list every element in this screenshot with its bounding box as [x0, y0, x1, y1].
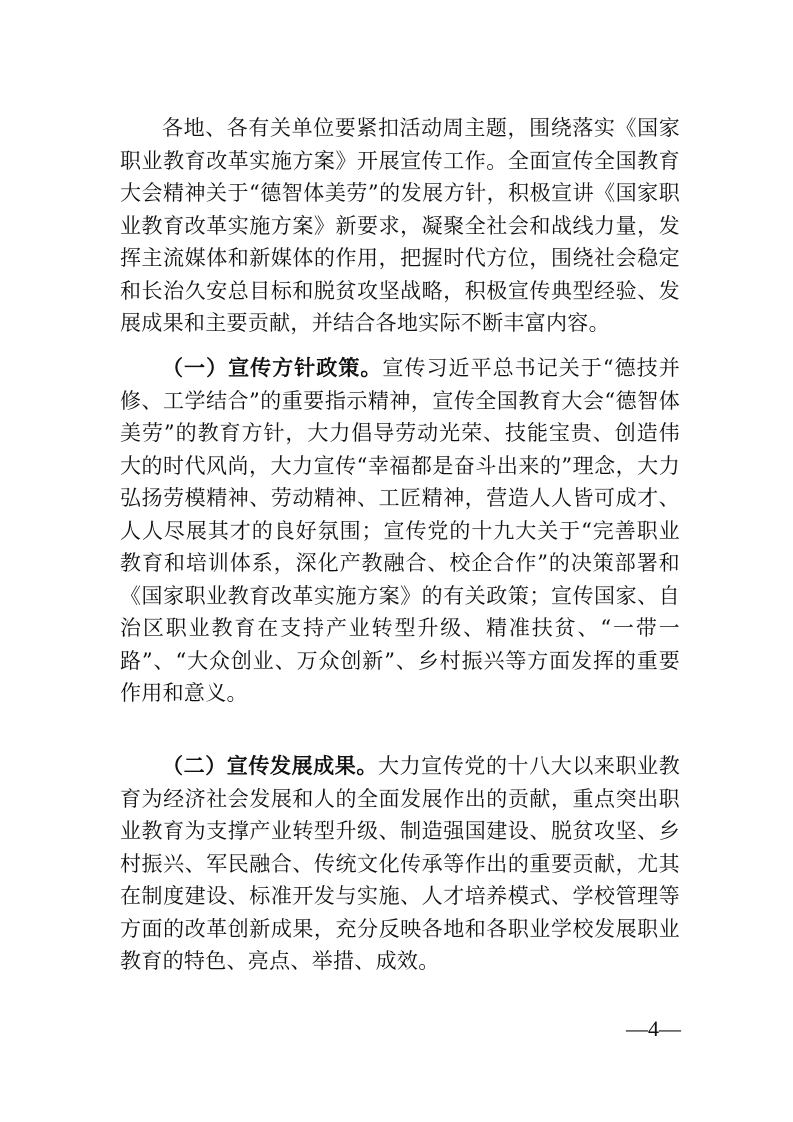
paragraph-policy-text: 宣传习近平总书记关于“德技并修、工学结合”的重要指示精神，宣传全国教育大会“德智体美劳”的教育方针，大力倡导劳动光荣、技能宝贵、创造伟大的时代风尚，大力宣传“幸福都是奋斗出来的”理念，大力弘扬劳模精神、劳动精神、工匠精神，营造人人皆可成才、人人尽展其才的良好氛围；宣传党的十九大关于“完善职业教育和培训体系，深化产教融合、校企合作”的决策部署和《国家职业教育改革实施方案》的有关政策；宣传国家、自治区职业教育在支持产业转型升级、精准扶贫、“一带一路”、“大众创业、万众创新”、乡村振兴等方面发挥的重要作用和意义。 [120, 356, 681, 705]
paragraph-achievements-text: 大力宣传党的十八大以来职业教育为经济社会发展和人的全面发展作出的贡献，重点突出职业教育为支撑产业转型升级、制造强国建设、脱贫攻坚、乡村振兴、军民融合、传统文化传承等作出的重要贡献，尤其在制度建设、标准开发与实施、人才培养模式、学校管理等方面的改革创新成果，充分反映各地和各职业学校发展职业教育的特色、亮点、举措、成效。 [120, 754, 681, 973]
paragraph-intro-text: 各地、各有关单位要紧扣活动周主题，围绕落实《国家职业教育改革实施方案》开展宣传工作。全面宣传全国教育大会精神关于“德智体美劳”的发展方针，积极宣讲《国家职业教育改革实施方案》新要求，凝聚全社会和战线力量，发挥主流媒体和新媒体的作用，把握时代方位，围绕社会稳定和长治久安总目标和脱贫攻坚战略，积极宣传典型经验、发展成果和主要贡献，并结合各地实际不断丰富内容。 [120, 116, 680, 335]
paragraph-policy [120, 352, 680, 710]
paragraph-achievements [120, 750, 680, 978]
paragraph-achievements-heading: （二）宣传发展成果。 [162, 754, 378, 778]
paragraph-policy-heading: （一）宣传方针政策。 [162, 356, 383, 380]
page-number: —4— [626, 1016, 681, 1041]
paragraph-intro [120, 112, 680, 340]
